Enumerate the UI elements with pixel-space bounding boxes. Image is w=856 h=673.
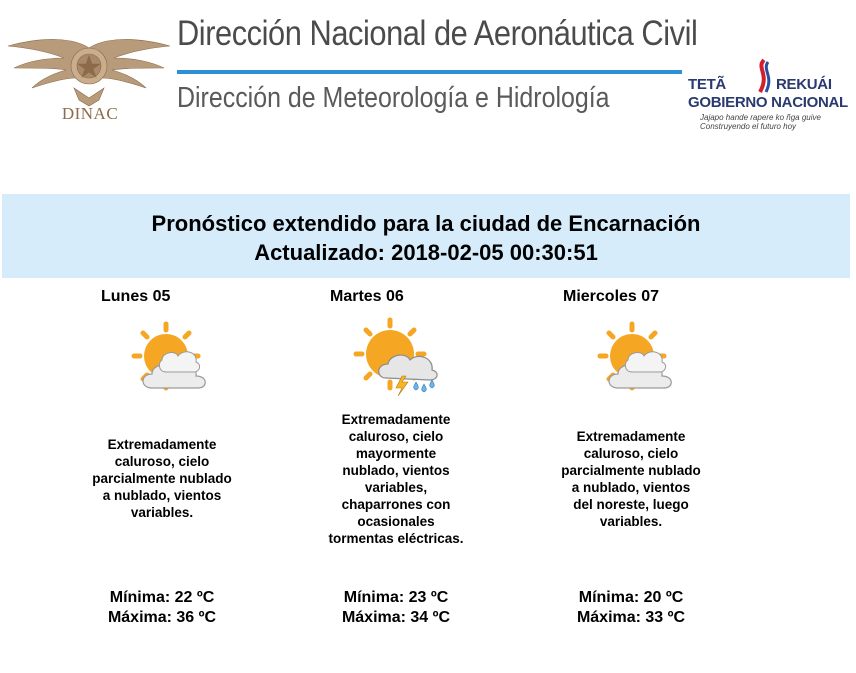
- gov-logo-line4: Construyendo el futuro hoy: [700, 122, 797, 131]
- dinac-logo-text: DINAC: [61, 104, 119, 123]
- sun-cloud-icon: [118, 318, 218, 398]
- gov-logo-line2: GOBIERNO NACIONAL: [688, 94, 848, 111]
- min-temp: Mínima: 22 ºC: [109, 589, 215, 606]
- max-temp: Máxima: 36 ºC: [107, 609, 217, 626]
- gov-logo-line3: Jajapo hande rapere ko ñga guive: [700, 113, 821, 122]
- sun-cloud-storm-icon: [346, 316, 446, 396]
- sun-cloud-icon: [584, 318, 684, 398]
- day-name: Miercoles 07: [563, 288, 660, 305]
- day-description: Extremadamente caluroso, cielo parcialmente nublado a nublado, vientos variables.: [92, 437, 232, 520]
- org-subtitle: Dirección de Meteorología e Hidrología: [177, 82, 610, 114]
- day-description: Extremadamente caluroso, cielo mayormente nublado, vientos variables, chaparrones con ocasionales tormentas eléctricas.: [328, 412, 464, 546]
- gov-logo-line1a: TETÃ: [688, 76, 726, 93]
- day-name: Lunes 05: [101, 288, 171, 305]
- forecast-updated: Actualizado: 2018-02-05 00:30:51: [254, 240, 598, 265]
- min-temp: Mínima: 23 ºC: [343, 589, 449, 606]
- max-temp: Máxima: 33 ºC: [576, 609, 686, 626]
- gov-logo-line1b: REKUÁI: [776, 76, 832, 93]
- min-temp: Mínima: 20 ºC: [578, 589, 684, 606]
- max-temp: Máxima: 34 ºC: [341, 609, 451, 626]
- org-title: Dirección Nacional de Aeronáutica Civil: [177, 14, 698, 53]
- forecast-title: Pronóstico extendido para la ciudad de Encarnación: [151, 211, 701, 236]
- day-name: Martes 06: [330, 288, 404, 305]
- day-description: Extremadamente caluroso, cielo parcialmente nublado a nublado, vientos del noreste, luego variables.: [561, 429, 701, 529]
